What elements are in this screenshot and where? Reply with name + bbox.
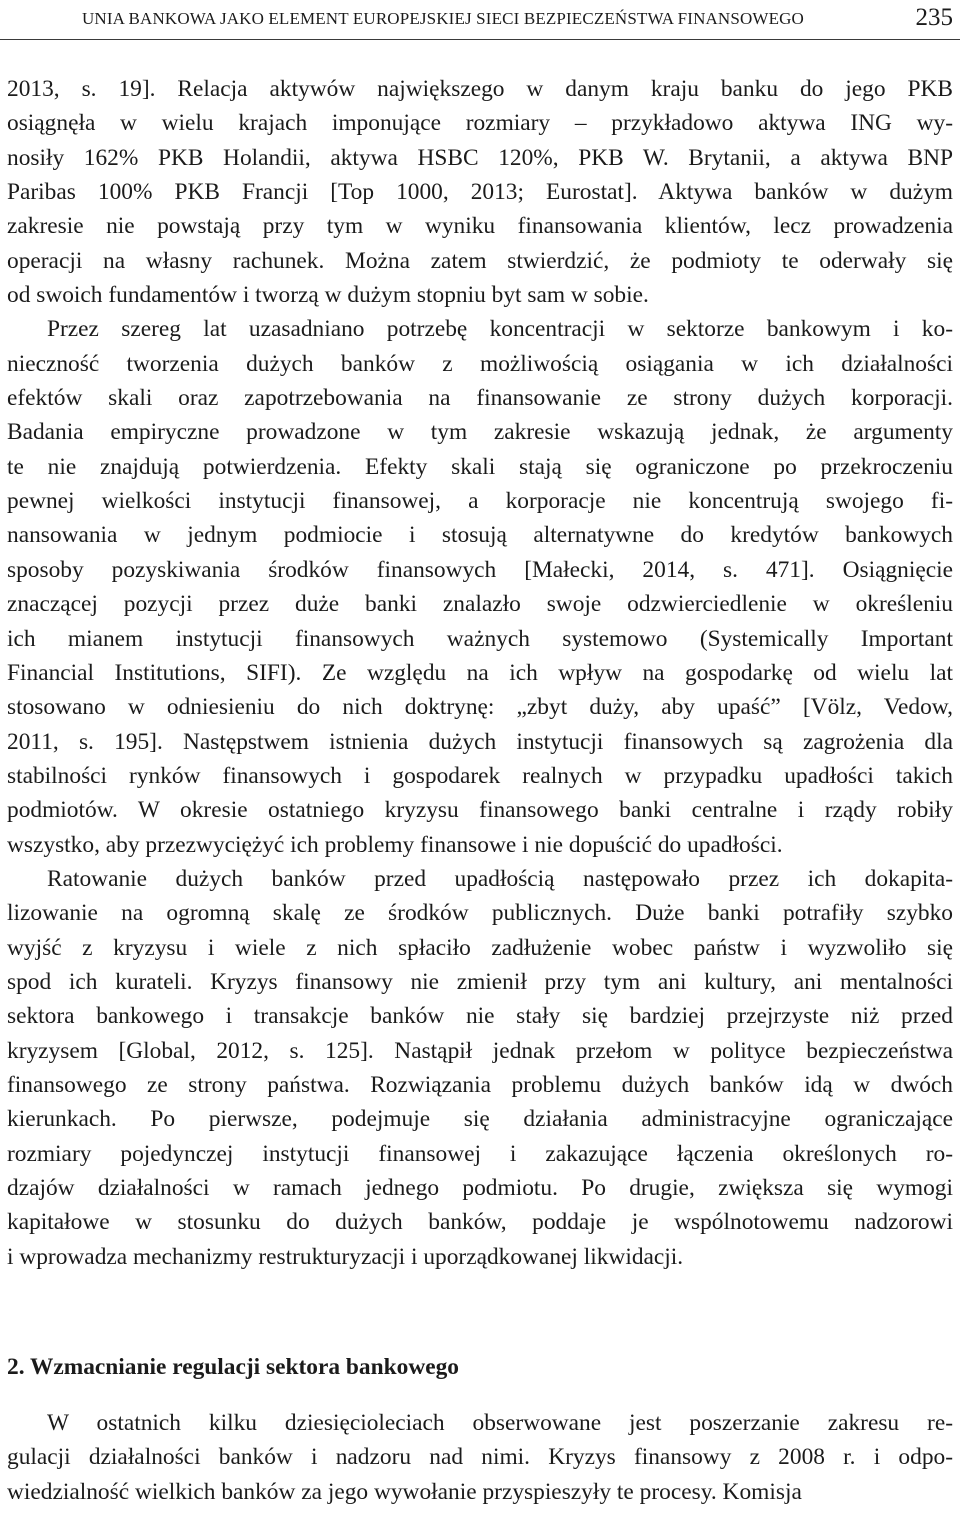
header-rule	[0, 39, 960, 40]
text-line: sposoby pozyskiwania środków finansowych [Małecki, 2014, s. 471]. Osiągnięcie	[7, 556, 953, 583]
text-line: od swoich fundamentów i tworzą w dużym stopniu byt sam w sobie.	[7, 282, 649, 309]
text-line: nansowania w jednym podmiocie i stosują alternatywne do kredytów bankowych	[7, 522, 953, 549]
text-line: operacji na własny rachunek. Można zatem stwierdzić, że podmioty te oderwały się	[7, 247, 953, 274]
text-line: Ratowanie dużych banków przed upadłością następowało przez ich dokapita-	[47, 865, 953, 892]
text-line: 2013, s. 19]. Relacja aktywów największego w danym kraju banku do jego PKB	[7, 76, 953, 102]
text-line: podmiotów. W okresie ostatniego kryzysu finansowego banki centralne i rządy robiły	[7, 797, 953, 824]
text-line: nieczność tworzenia dużych banków z możliwością osiągania w ich działalności	[7, 350, 953, 377]
text-line: Badania empiryczne prowadzone w tym zakresie wskazują jednak, że argumenty	[7, 419, 953, 446]
text-line: rozmiary pojedynczej instytucji finansowej i zakazujące łączenia określonych ro-	[7, 1140, 953, 1167]
text-line: spod ich kurateli. Kryzys finansowy nie zmienił przy tym ani kultury, ani mentalności	[7, 968, 953, 995]
text-line: stosowano w odniesieniu do nich doktrynę: „zbyt duży, aby upaść” [Völz, Vedow,	[7, 694, 953, 721]
section-heading: 2. Wzmacnianie regulacji sektora bankowego	[7, 1354, 459, 1380]
page-number: 235	[915, 4, 953, 31]
text-line: wszystko, aby przezwyciężyć ich problemy finansowe i nie dopuścić do upadłości.	[7, 831, 783, 858]
text-line: zakresie nie powstają przy tym w wyniku finansowania klientów, lecz prowadzenia	[7, 213, 953, 240]
text-line: finansowego ze strony państwa. Rozwiązania problemu dużych banków idą w dwóch	[7, 1071, 953, 1098]
text-line: 2011, s. 195]. Następstwem istnienia dużych instytucji finansowych są zagrożenia dla	[7, 728, 953, 755]
text-line: Financial Institutions, SIFI). Ze względu na ich wpływ na gospodarkę od wielu lat	[7, 659, 953, 686]
running-header	[0, 0, 960, 44]
section-body	[7, 1406, 953, 1509]
text-line: Paribas 100% PKB Francji [Top 1000, 2013; Eurostat]. Aktywa banków w dużym	[7, 179, 953, 206]
text-line: wiedzialność wielkich banków za jego wywołanie przyspieszyły te procesy. Komisja	[7, 1478, 802, 1505]
text-line: wyjść z kryzysu i wiele z nich spłaciło zadłużenie wobec państw i wyzwoliło się	[7, 934, 953, 961]
text-line: kryzysem [Global, 2012, s. 125]. Nastąpił jednak przełom w polityce bezpieczeństwa	[7, 1037, 953, 1064]
text-line: i wprowadza mechanizmy restrukturyzacji i uporządkowanej likwidacji.	[7, 1243, 684, 1270]
text-line: stabilności rynków finansowych i gospodarek realnych w przypadku upadłości takich	[7, 762, 953, 789]
running-title: UNIA BANKOWA JAKO ELEMENT EUROPEJSKIEJ SIECI BEZPIECZEŃSTWA FINANSOWEGO	[82, 9, 804, 28]
paragraph-continuation	[7, 72, 953, 312]
text-line: te nie znajdują potwierdzenia. Efekty skali stają się ograniczone po przekroczeniu	[7, 453, 953, 480]
text-line: W ostatnich kilku dziesięcioleciach obserwowane jest poszerzanie zakresu re-	[47, 1410, 953, 1436]
text-line: gulacji działalności banków i nadzoru nad nimi. Kryzys finansowy z 2008 r. i odpo-	[7, 1444, 953, 1471]
text-line: lizowanie na ogromną skalę ze środków publicznych. Duże banki potrafiły szybko	[7, 900, 953, 927]
text-line: efektów skali oraz zapotrzebowania na finansowanie ze strony dużych korporacji.	[7, 385, 953, 412]
paragraph-concentration	[7, 312, 953, 862]
text-line: kapitałowe w stosunku do dużych banków, poddaje je wspólnotowemu nadzorowi	[7, 1209, 953, 1236]
paragraph-recapitalization	[7, 862, 953, 1274]
text-line: ich mianem instytucji finansowych ważnych systemowo (Systemically Important	[7, 625, 953, 652]
text-line: pewnej wielkości instytucji finansowej, a korporacje nie koncentrują swojego fi-	[7, 488, 953, 515]
text-line: osiągnęła w wielu krajach imponujące rozmiary – przykładowo aktywa ING wy-	[7, 110, 953, 137]
text-line: dzajów działalności w ramach jednego podmiotu. Po drugie, zwiększa się wymogi	[7, 1175, 953, 1201]
text-line: znaczącej pozycji przez duże banki znalazło swoje odzwierciedlenie w określeniu	[7, 591, 953, 618]
text-line: sektora bankowego i transakcje banków nie stały się bardziej przejrzyste niż przed	[7, 1003, 953, 1030]
paragraph-regulation	[7, 1406, 953, 1509]
body-text	[7, 72, 953, 1274]
text-line: kierunkach. Po pierwsze, podejmuje się działania administracyjne ograniczające	[7, 1106, 953, 1133]
text-line: nosiły 162% PKB Holandii, aktywa HSBC 120%, PKB W. Brytanii, a aktywa BNP	[7, 144, 953, 171]
text-line: Przez szereg lat uzasadniano potrzebę koncentracji w sektorze bankowym i ko-	[47, 316, 953, 343]
